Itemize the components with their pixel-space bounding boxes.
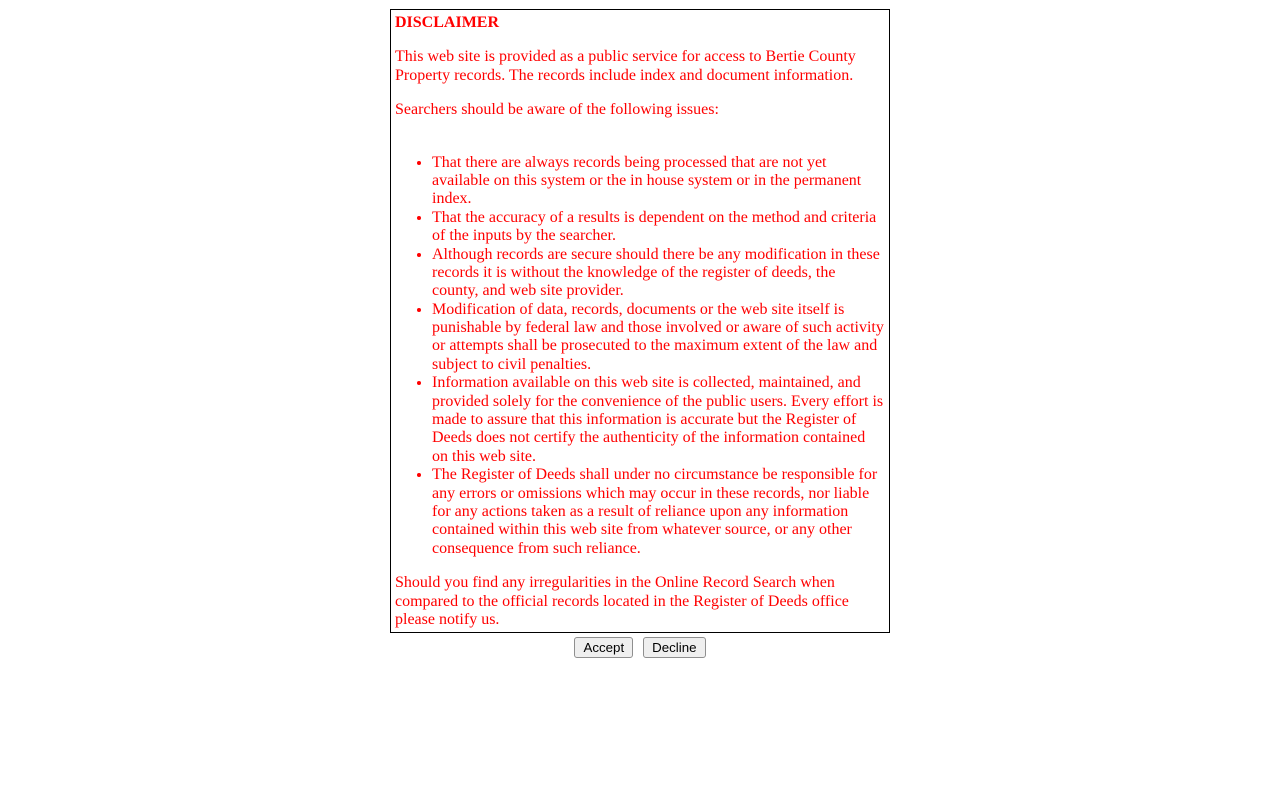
issue-item-2: • That the accuracy of a results is dependent on the method and criteria of the inputs by the searcher.: [432, 209, 885, 246]
action-buttons: [0, 637, 1280, 658]
disclaimer-heading: DISCLAIMER: [395, 14, 500, 31]
issue-item-5: • Information available on this web site is collected, maintained, and provided solely for the convenience of the public users. Every effort is made to assure that this information is accurate but the Register of Deeds does not certify the authenticity of the information contained on this web site.: [432, 374, 885, 466]
issues-intro: Searchers should be aware of the following issues:: [395, 101, 719, 119]
issue-item-1: • That there are always records being processed that are not yet available on this system or the in house system or in the permanent index.: [432, 154, 885, 209]
intro-paragraph: This web site is provided as a public service for access to Bertie County Property records. The records include index and document information.: [395, 48, 856, 84]
page: [0, 9, 1280, 658]
accept-button[interactable]: Accept: [574, 637, 633, 658]
issue-item-4: • Modification of data, records, documents or the web site itself is punishable by federal law and those involved or aware of such activity or attempts shall be prosecuted to the maximum extent of the law and subject to civil penalties.: [432, 301, 885, 375]
issue-item-6: • The Register of Deeds shall under no circumstance be responsible for any errors or omissions which may occur in these records, nor liable for any actions taken as a result of reliance upon any information contained within this web site from whatever source, or any other consequence from such reliance.: [432, 466, 885, 558]
decline-button[interactable]: Decline: [643, 637, 705, 658]
closing-paragraph: Should you find any irregularities in the Online Record Search when compared to the official records located in the Register of Deeds office please notify us.: [395, 574, 849, 628]
disclaimer-box: [390, 9, 890, 633]
issue-item-3: • Although records are secure should there be any modification in these records it is without the knowledge of the register of deeds, the county, and web site provider.: [432, 246, 885, 301]
issues-list: [395, 154, 885, 559]
